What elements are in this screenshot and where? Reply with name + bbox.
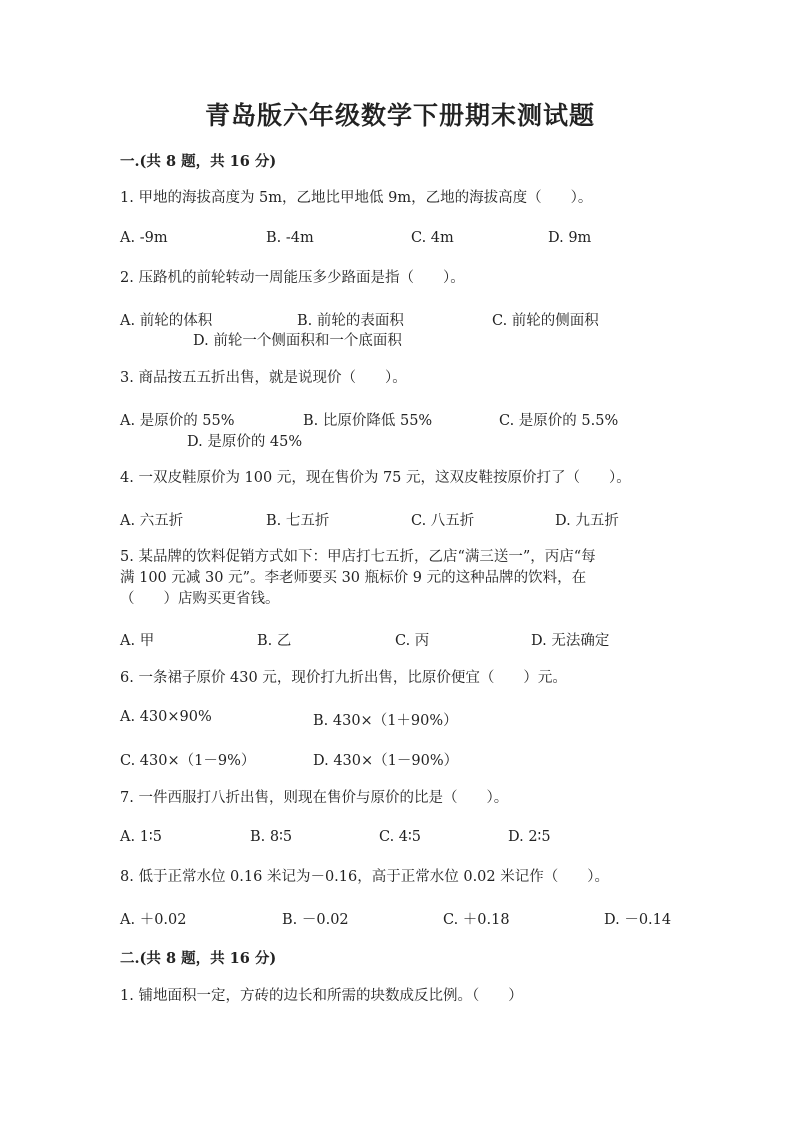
q2-option-b: B. 前轮的表面积: [297, 313, 404, 329]
question-7: 7. 一件西服打八折出售，则现在售价与原价的比是（ ）。: [120, 790, 509, 806]
section-heading-2: 二.(共 8 题，共 16 分): [120, 950, 277, 967]
q7-option-a: A. 1∶5: [120, 829, 162, 845]
q1-option-d: D. 9m: [548, 230, 592, 246]
q1-option-b: B. -4m: [266, 230, 314, 246]
q3-option-d: D. 是原价的 45%: [187, 434, 303, 450]
q5-option-d: D. 无法确定: [531, 633, 610, 649]
q2-option-c: C. 前轮的侧面积: [492, 313, 599, 329]
q7-option-b: B. 8∶5: [250, 829, 293, 845]
q4-option-c: C. 八五折: [411, 513, 475, 529]
q8-option-c: C. ＋0.18: [443, 912, 510, 928]
q8-option-b: B. －0.02: [282, 912, 349, 928]
q5-option-a: A. 甲: [120, 633, 155, 649]
q1-option-a: A. -9m: [120, 230, 168, 246]
q7-option-c: C. 4∶5: [379, 829, 422, 845]
q4-option-d: D. 九五折: [555, 513, 619, 529]
question-6: 6. 一条裙子原价 430 元，现价打九折出售，比原价便宜（ ）元。: [120, 670, 567, 686]
q1-option-c: C. 4m: [411, 230, 454, 246]
q6-option-a: A. 430×90%: [120, 709, 212, 725]
section-heading-1: 一.(共 8 题，共 16 分): [120, 153, 277, 170]
q6-option-d: D. 430×（1－90%）: [313, 753, 459, 769]
question-5-line-3: （ ）店购买更省钱。: [120, 591, 280, 607]
question-1: 1. 甲地的海拔高度为 5m，乙地比甲地低 9m，乙地的海拔高度（ ）。: [120, 190, 593, 206]
q6-option-c: C. 430×（1－9%）: [120, 753, 256, 769]
q4-option-b: B. 七五折: [266, 513, 330, 529]
question-8: 8. 低于正常水位 0.16 米记为－0.16，高于正常水位 0.02 米记作（ ）。: [120, 869, 609, 885]
question-5-line-1: 5. 某品牌的饮料促销方式如下：甲店打七五折，乙店“满三送一”，丙店“每: [120, 549, 596, 565]
page-title: 青岛版六年级数学下册期末测试题: [204, 101, 595, 130]
part2-question-1: 1. 铺地面积一定，方砖的边长和所需的块数成反比例。（ ）: [120, 988, 523, 1004]
q3-option-b: B. 比原价降低 55%: [303, 413, 433, 429]
q2-option-d: D. 前轮一个侧面积和一个底面积: [193, 333, 402, 349]
q7-option-d: D. 2∶5: [508, 829, 551, 845]
q3-option-a: A. 是原价的 55%: [120, 413, 235, 429]
q5-option-b: B. 乙: [257, 633, 292, 649]
q8-option-a: A. ＋0.02: [120, 912, 187, 928]
question-5-line-2: 满 100 元减 30 元”。李老师要买 30 瓶标价 9 元的这种品牌的饮料，在: [120, 570, 587, 586]
q8-option-d: D. －0.14: [604, 912, 672, 928]
question-3: 3. 商品按五五折出售，就是说现价（ ）。: [120, 370, 407, 386]
q4-option-a: A. 六五折: [120, 513, 184, 529]
q3-option-c: C. 是原价的 5.5%: [499, 413, 619, 429]
q5-option-c: C. 丙: [395, 633, 430, 649]
question-4: 4. 一双皮鞋原价为 100 元，现在售价为 75 元，这双皮鞋按原价打了（ ）。: [120, 470, 631, 486]
question-2: 2. 压路机的前轮转动一周能压多少路面是指（ ）。: [120, 270, 465, 286]
q2-option-a: A. 前轮的体积: [120, 313, 213, 329]
q6-option-b: B. 430×（1＋90%）: [313, 713, 458, 729]
